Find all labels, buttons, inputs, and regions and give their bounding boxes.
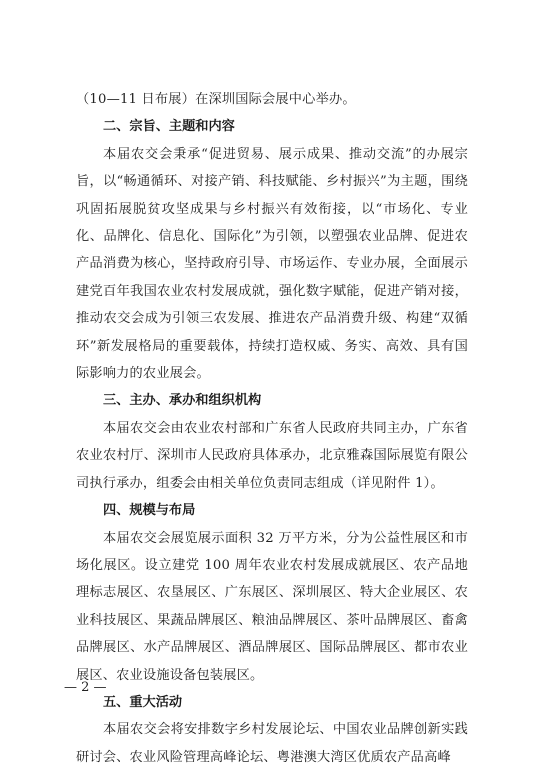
page-number: — 2 — (64, 680, 107, 695)
document-body (76, 86, 468, 771)
section-heading: 二、宗旨、主题和内容 (103, 119, 235, 135)
body-paragraph: （10—11 日布展）在深圳国际会展中心举办。 (76, 92, 356, 107)
section-heading: 三、主办、承办和组织机构 (103, 393, 262, 409)
body-paragraph: 本届农交会秉承“促进贸易、展示成果、推动交流”的办展宗旨，以“畅通循环、对接产销、科技赋能、乡村振兴”为主题，围绕巩固拓展脱贫攻坚成果与乡村振兴有效衔接，以“市场化、专业化、品牌化、信息化、国际化”为引领，以塑强农业品牌、促进农产品消费为核心，坚持政府引导、市场运作、专业办展，全面展示建党百年我国农业农村发展成就，强化数字赋能，促进产销对接，推动农交会成为引领三农发展、推进农产品消费升级、构建“双循环”新发展格局的重要载体，持续打造权威、务实、高效、具有国际影响力的农业展会。 (76, 146, 468, 382)
section-heading: 四、规模与布局 (103, 503, 196, 519)
section-heading: 五、重大活动 (103, 694, 183, 710)
body-paragraph: 本届农交会展览展示面积 32 万平方米，分为公益性展区和市场化展区。设立建党 100 周年农业农村发展成就展区、农产品地理标志展区、农垦展区、广东展区、深圳展区、特大企业展区、农业科技展区、果蔬品牌展区、粮油品牌展区、茶叶品牌展区、畜禽品牌展区、水产品牌展区、酒品牌展区、国际品牌展区、都市农业展区、农业设施设备包装展区。 (76, 530, 468, 683)
body-paragraph: 本届农交会将安排数字乡村发展论坛、中国农业品牌创新实践研讨会、农业风险管理高峰论坛、粤港澳大湾区优质农产品高峰 (76, 722, 468, 765)
body-paragraph: 本届农交会由农业农村部和广东省人民政府共同主办，广东省农业农村厅、深圳市人民政府具体承办，北京雅森国际展览有限公司执行承办，组委会由相关单位负责同志组成（详见附件 1）。 (76, 420, 468, 491)
